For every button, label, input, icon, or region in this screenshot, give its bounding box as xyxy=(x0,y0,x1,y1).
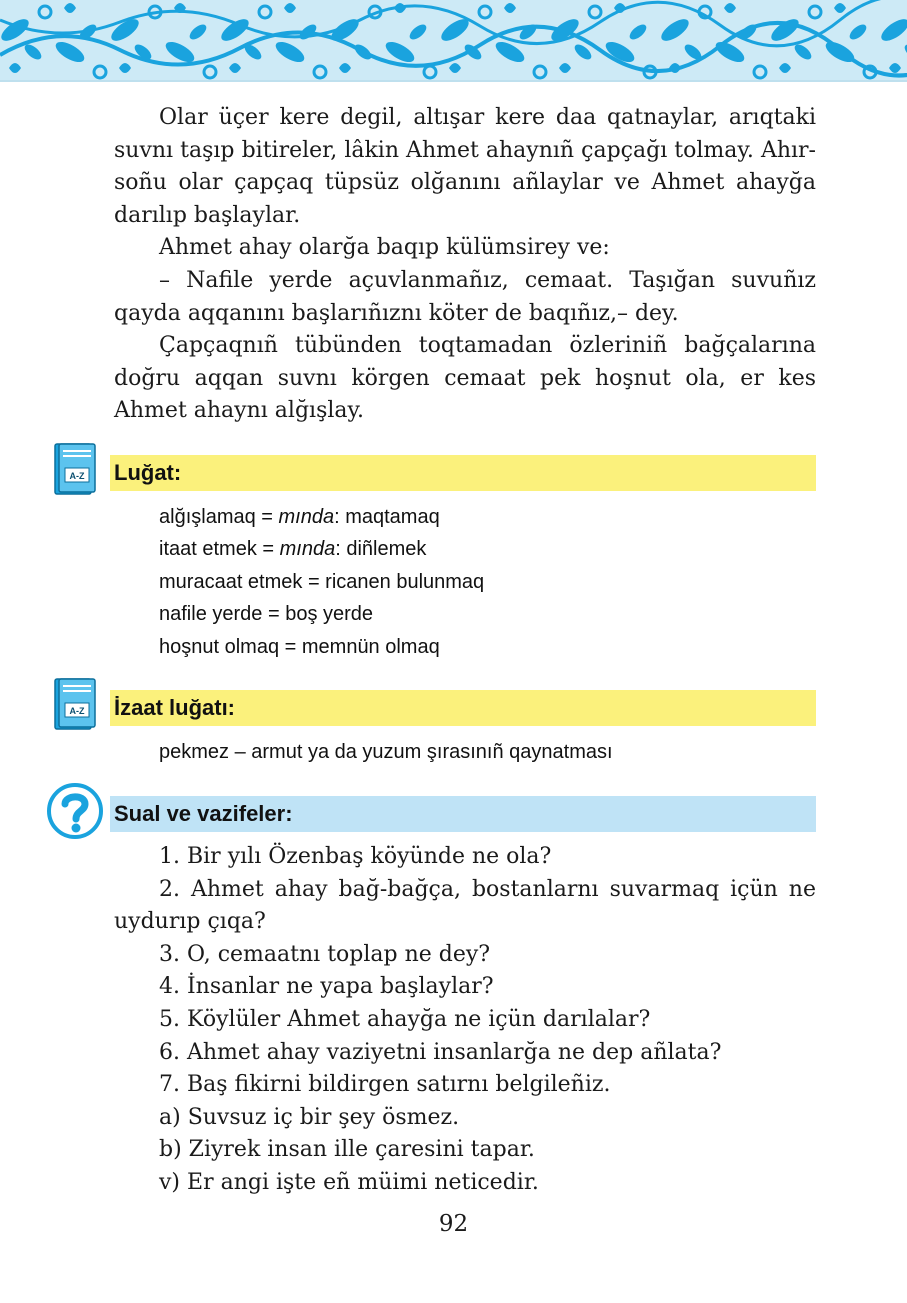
lugat-entry: itaat etmek = mında: diñlemek xyxy=(159,538,427,561)
sual-item: 1. Bir yılı Özenbaş köyünde ne ola? xyxy=(159,844,552,869)
dictionary-book-icon xyxy=(53,442,97,500)
izaat-list xyxy=(159,736,799,768)
dictionary-book-icon xyxy=(53,677,97,735)
story-text xyxy=(114,102,816,428)
svg-text:A-Z: A-Z xyxy=(69,471,85,481)
izaat-entry: pekmez – armut ya da yuzum şırasınıñ qaynatması xyxy=(159,741,613,763)
story-paragraph-4: Çapçaqnıñ tübünden toqtamadan özleriniñ bağçalarına doğru aqqan suvnı körgen cemaat pek hoşnut ola, er kes Ahmet ahaynı alğışlay. xyxy=(114,333,816,424)
story-paragraph-1: Olar üçer kere degil, altışar kere daa qatnaylar, arıqtaki suvnı taşıp bitireler, lâkin Ahmet ahaynıñ çapçağı tolmay. Ahır-soñu olar çapçaq tüpsüz olğanını añlaylar ve Ahmet ahayğa darılıp başlaylar. xyxy=(114,105,816,228)
sual-list xyxy=(114,841,816,1200)
lugat-list xyxy=(159,501,799,663)
story-paragraph-3: – Nafile yerde açuvlanmañız, cemaat. Taşığan suvuñız qayda aqqanını başlarıñıznı köter de baqıñız,– dey. xyxy=(114,267,816,326)
sual-item: 3. O, cemaatnı toplap ne dey? xyxy=(159,941,491,967)
izaat-heading: İzaat luğatı: xyxy=(110,690,816,726)
sual-heading: Sual ve vazifeler: xyxy=(110,796,816,832)
sual-item: a) Suvsuz iç bir şey ösmez. xyxy=(159,1104,460,1130)
decorative-banner xyxy=(0,0,907,82)
sual-item: 2. Ahmet ahay bağ-bağça, bostanlarnı suvarmaq içün ne uydurıp çıqa? xyxy=(114,876,816,935)
lugat-entry: hoşnut olmaq = memnün olmaq xyxy=(159,635,440,658)
sual-item: 4. İnsanlar ne yapa başlaylar? xyxy=(159,974,494,1000)
sual-item: b) Ziyrek insan ille çaresini tapar. xyxy=(159,1137,535,1163)
question-mark-circle-icon xyxy=(46,782,104,844)
lugat-entry: nafile yerde = boş yerde xyxy=(159,603,374,626)
lugat-entry: muracaat etmek = ricanen bulunmaq xyxy=(159,570,485,593)
svg-text:A-Z: A-Z xyxy=(69,706,85,716)
page-number: 92 xyxy=(438,1211,469,1237)
lugat-heading: Luğat: xyxy=(110,455,816,491)
floral-ornament xyxy=(0,0,907,82)
sual-item: 5. Köylüler Ahmet ahayğa ne içün darılalar? xyxy=(159,1006,651,1032)
sual-item: 7. Baş fikirni bildirgen satırnı belgileñiz. xyxy=(159,1072,611,1098)
sual-item: v) Er angi işte eñ müimi neticedir. xyxy=(159,1169,539,1195)
lugat-entry: alğışlamaq = mında: maqtamaq xyxy=(159,506,440,528)
story-paragraph-2: Ahmet ahay olarğa baqıp külümsirey ve: xyxy=(159,235,610,261)
sual-item: 6. Ahmet ahay vaziyetni insanlarğa ne dep añlata? xyxy=(159,1039,722,1065)
